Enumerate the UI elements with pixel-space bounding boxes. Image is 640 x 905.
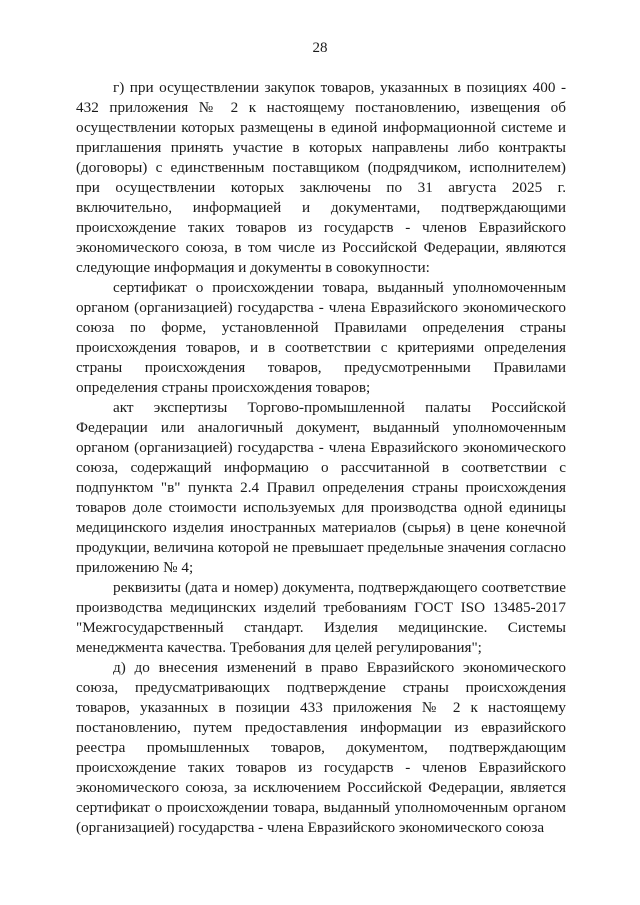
paragraph-expertise-act: акт экспертизы Торгово-промышленной палаты Российской Федерации или аналогичный документ, выданный уполномоченным органом (организацией) государства - члена Евразийского экономического союза, содержащий информацию о рассчитанной в соответствии с подпунктом "в" пункта 2.4 Правил определения страны происхождения товаров доле стоимости используемых для производства одной единицы медицинского изделия иностранных материалов (сырья) в цене конечной продукции, величина которой не превышает предельные значения согласно приложению № 4; bbox=[76, 399, 566, 576]
document-body bbox=[76, 78, 566, 838]
paragraph-certificate: сертификат о происхождении товара, выданный уполномоченным органом (организацией) государства - члена Евразийского экономического союза по форме, установленной Правилами определения страны происхождения товаров, и в соответствии с критериями определения страны происхождения товаров, предусмотренными Правилами определения страны происхождения товаров; bbox=[76, 279, 566, 396]
paragraph-g: г) при осуществлении закупок товаров, указанных в позициях 400 - 432 приложения № 2 к настоящему постановлению, извещения об осуществлении которых размещены в единой информационной системе и приглашения принять участие в которых направлены либо контракты (договоры) с единственным поставщиком (подрядчиком, исполнителем) при осуществлении которых заключены по 31 августа 2025 г. включительно, информацией и документами, подтверждающими происхождение таких товаров из государств - членов Евразийского экономического союза, в том числе из Российской Федерации, являются следующие информация и документы в совокупности: bbox=[76, 79, 566, 276]
page-number: 28 bbox=[312, 40, 328, 56]
paragraph-gost-requisites: реквизиты (дата и номер) документа, подтверждающего соответствие производства медицинских изделий требованиям ГОСТ ISO 13485-2017 "Межгосударственный стандарт. Изделия медицинские. Системы менеджмента качества. Требования для целей регулирования"; bbox=[76, 579, 566, 656]
paragraph-d: д) до внесения изменений в право Евразийского экономического союза, предусматривающих подтверждение страны происхождения товаров, указанных в позиции 433 приложения № 2 к настоящему постановлению, путем предоставления информации из евразийского реестра промышленных товаров, документом, подтверждающим происхождение таких товаров из государств - членов Евразийского экономического союза, за исключением Российской Федерации, является сертификат о происхождении товара, выданный уполномоченным органом (организацией) государства - члена Евразийского экономического союза bbox=[76, 659, 566, 836]
